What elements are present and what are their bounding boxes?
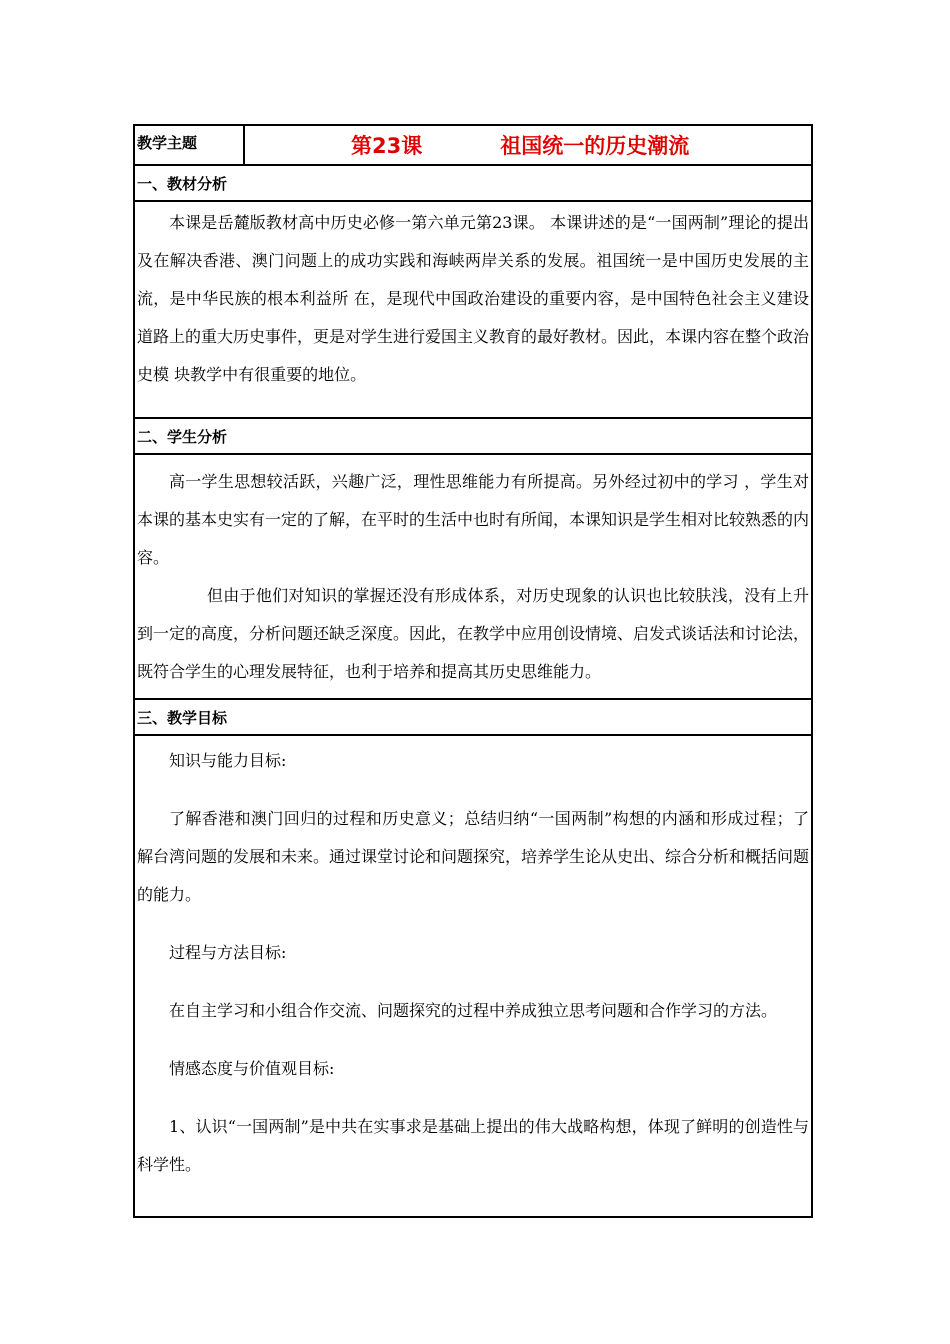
lesson-title <box>245 126 811 164</box>
textbook-analysis-text: 本课是岳麓版教材高中历史必修一第六单元第23课。 本课讲述的是“一国两制”理论的提出及在解决香港、澳门问题上的成功实践和海峡两岸关系的发展。祖国统一是中国历史发展的主流，是中华民族的根本利益所 在，是现代中国政治建设的重要内容，是中国特色社会主义建设道路上的重大历史事件，更是对学生进行爱国主义教育的最好教材。因此，本课内容在整个政治史模 块教学中有很重要的地位。 <box>137 213 810 384</box>
section-body-goals <box>135 736 811 1216</box>
section-body-students <box>135 455 811 700</box>
goal-knowledge-text: 了解香港和澳门回归的过程和历史意义；总结归纳“一国两制”构想的内涵和形成过程；了解台湾问题的发展和未来。通过课堂讨论和问题探究，培养学生论从史出、综合分析和概括问题的能力。 <box>137 809 810 904</box>
goal-emotion-text: 1、认识“一国两制”是中共在实事求是基础上提出的伟大战略构想，体现了鲜明的创造性与科学性。 <box>137 1117 809 1174</box>
goal-process-text: 在自主学习和小组合作交流、问题探究的过程中养成独立思考问题和合作学习的方法。 <box>169 1001 778 1020</box>
topic-label: 教学主题 <box>135 126 245 164</box>
lesson-name: 祖国统一的历史潮流 <box>500 134 690 158</box>
student-analysis-p1: 高一学生思想较活跃，兴趣广泛，理性思维能力有所提高。另外经过初中的学习 ，学生对本课的基本史实有一定的了解，在平时的生活中也时有所闻，本课知识是学生相对比较熟悉的内容。 <box>137 472 810 567</box>
section-heading-textbook: 一、教材分析 <box>135 166 811 202</box>
lesson-plan-table <box>133 124 813 1218</box>
section-heading-goals: 三、教学目标 <box>135 700 811 736</box>
section-heading-students: 二、学生分析 <box>135 419 811 455</box>
section-body-textbook <box>135 202 811 419</box>
goal-process-title: 过程与方法目标: <box>169 943 287 962</box>
goal-knowledge-title: 知识与能力目标: <box>169 751 287 770</box>
lesson-number: 第23课 <box>351 134 423 158</box>
title-row <box>135 126 811 166</box>
goal-emotion-title: 情感态度与价值观目标: <box>169 1059 335 1078</box>
student-analysis-p2: 但由于他们对知识的掌握还没有形成体系，对历史现象的认识也比较肤浅，没有上升到一定的高度，分析问题还缺乏深度。因此，在教学中应用创设情境、启发式谈话法和讨论法，既符合学生的心理发展特征，也利于培养和提高其历史思维能力。 <box>137 586 810 681</box>
